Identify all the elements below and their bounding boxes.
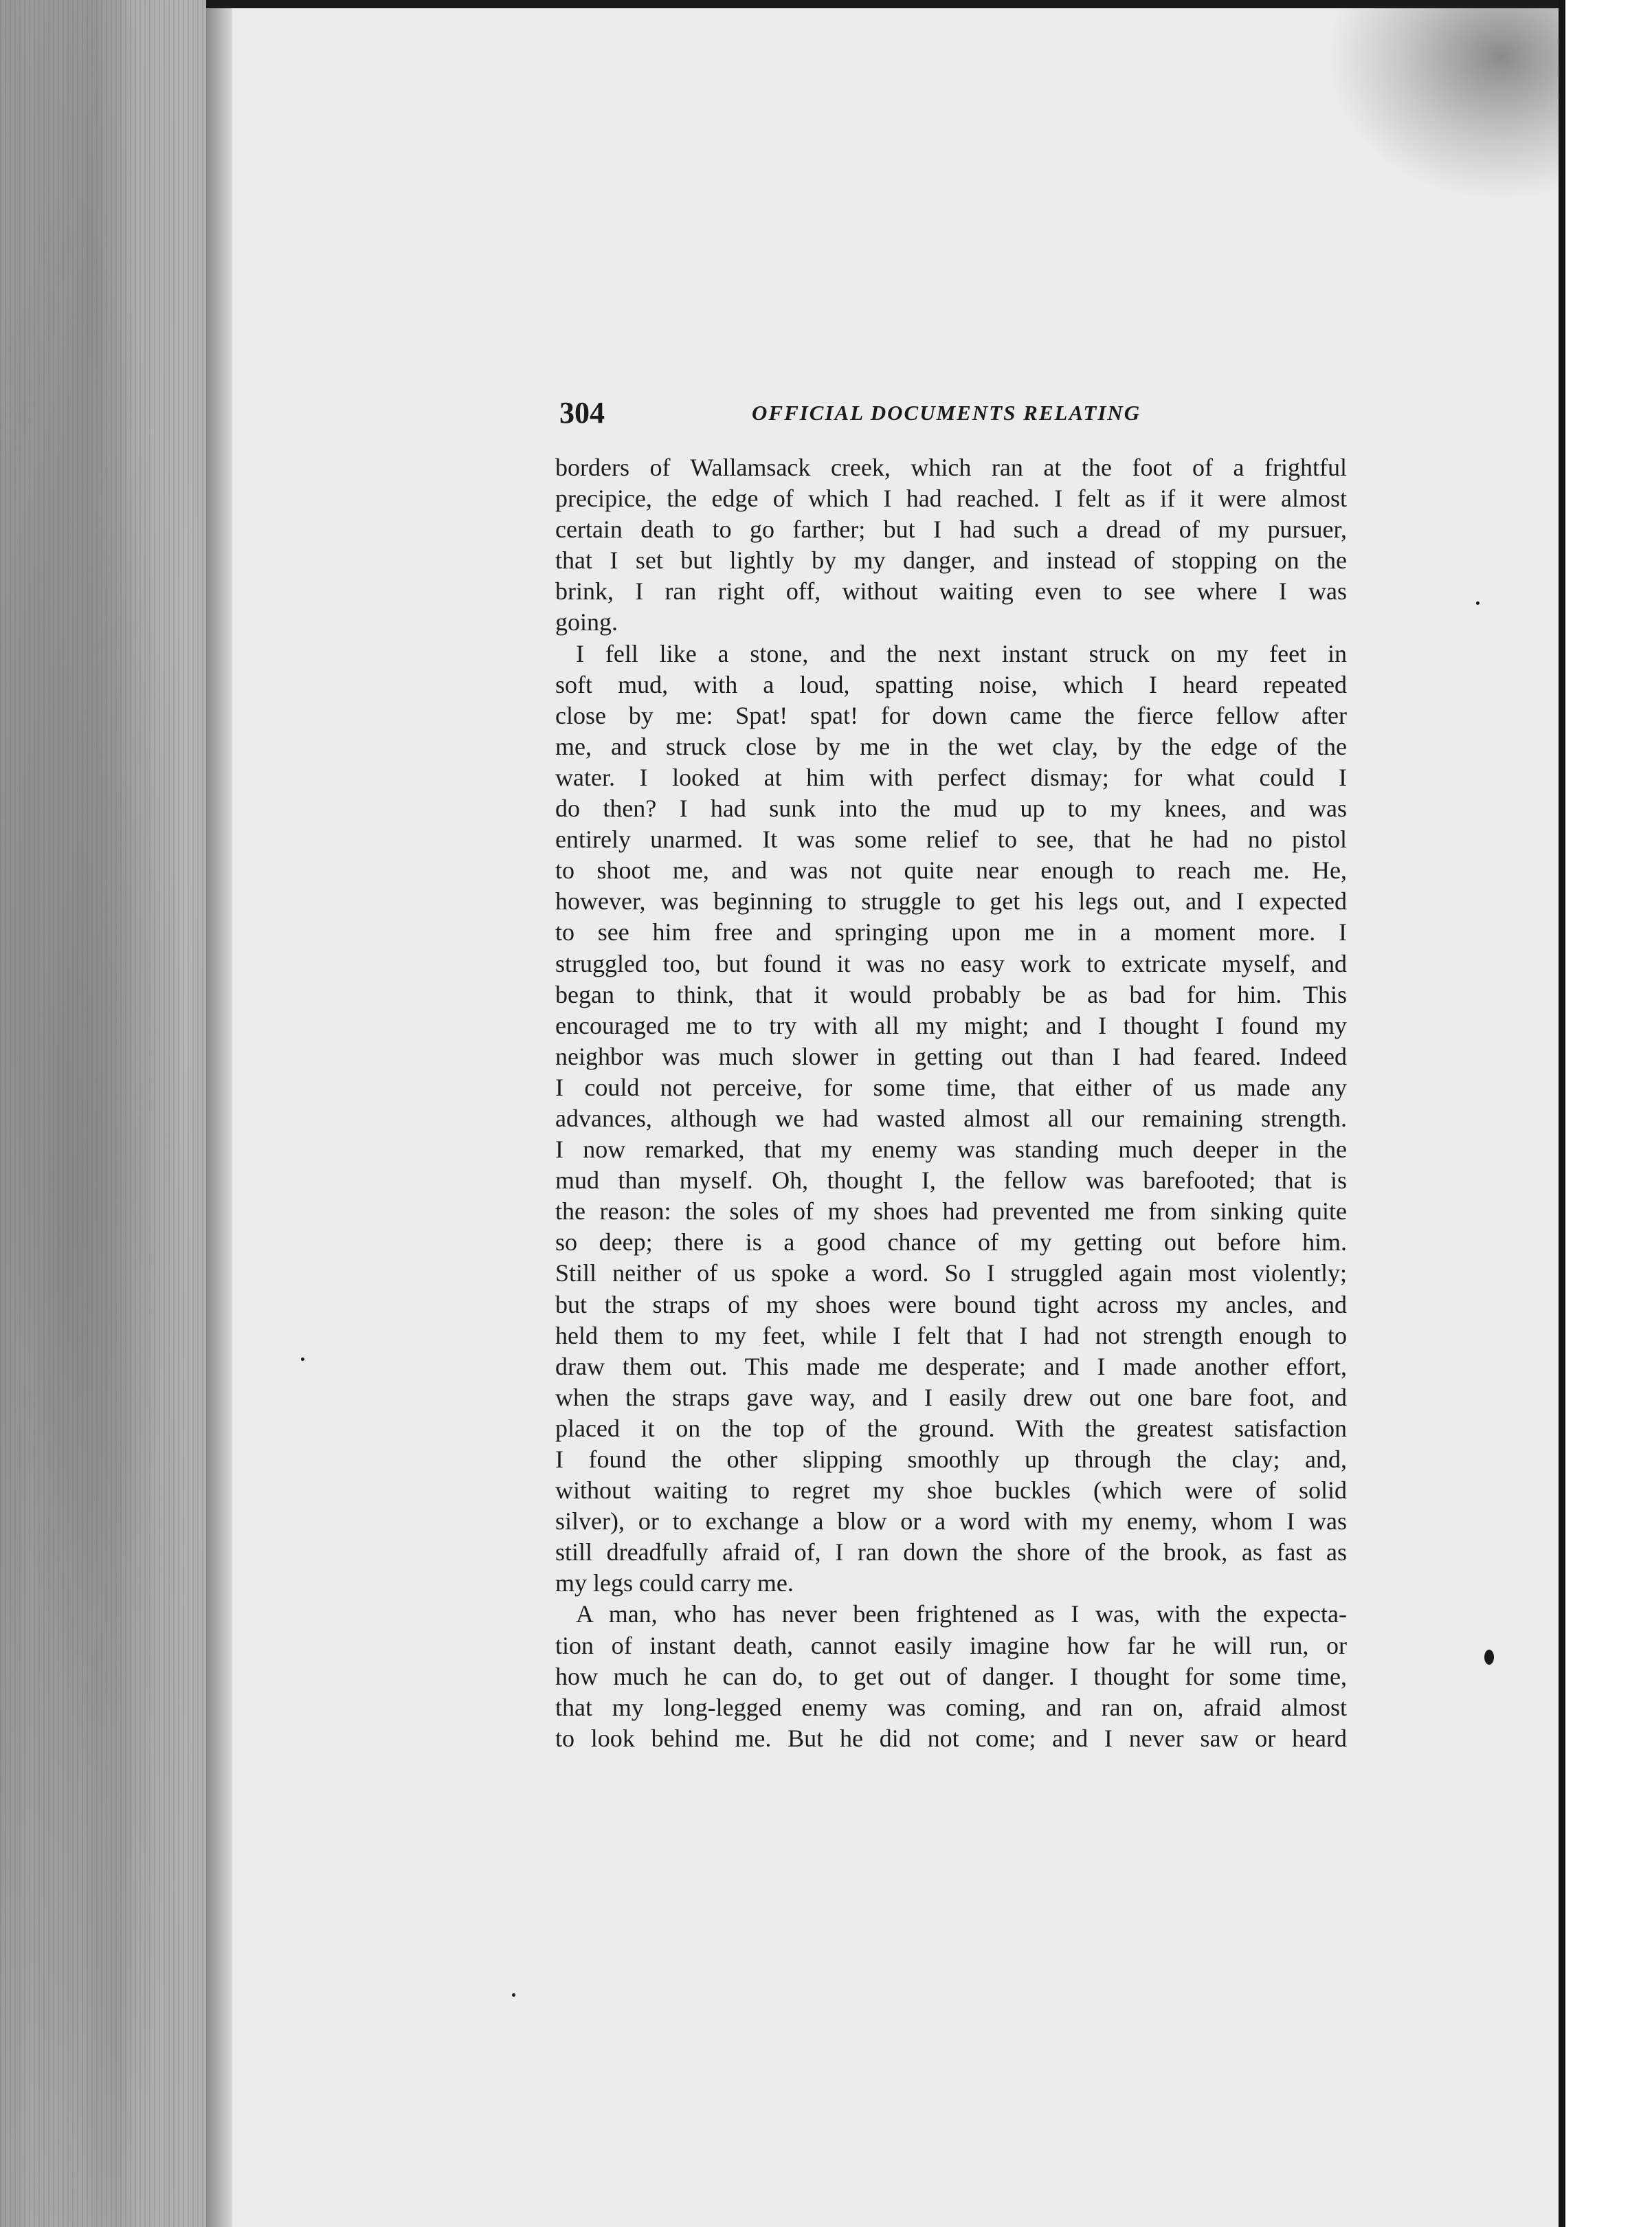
ink-blot	[1484, 1650, 1494, 1665]
text-line: so deep; there is a good chance of my getting out before him.	[555, 1228, 1347, 1256]
text-line: I found the other slipping smoothly up through the clay; and,	[555, 1445, 1347, 1473]
text-line: when the straps gave way, and I easily drew out one bare foot, and	[555, 1383, 1347, 1411]
text-line: the reason: the soles of my shoes had prevented me from sinking quite	[555, 1197, 1347, 1226]
text-line: struggled too, but found it was no easy work to extricate myself, and	[555, 949, 1347, 977]
text-line: held them to my feet, while I felt that I had not strength enough to	[555, 1321, 1347, 1349]
text-line: silver), or to exchange a blow or a word with my enemy, whom I was	[555, 1507, 1347, 1536]
text-line: I could not perceive, for some time, that either of us made any	[555, 1073, 1347, 1101]
text-line: that I set but lightly by my danger, and instead of stopping on the	[555, 546, 1347, 575]
text-line: however, was beginning to struggle to get his legs out, and I expected	[555, 887, 1347, 916]
text-line: that my long-legged enemy was coming, and ran on, afraid almost	[555, 1693, 1347, 1721]
text-line: placed it on the top of the ground. With the greatest satisfaction	[555, 1414, 1347, 1442]
text-line: going.	[555, 608, 618, 636]
text-line: Still neither of us spoke a word. So I struggled again most violently;	[555, 1259, 1347, 1287]
top-scan-border	[206, 0, 1652, 8]
text-line: mud than myself. Oh, thought I, the fellow was barefooted; that is	[555, 1166, 1347, 1195]
text-line: still dreadfully afraid of, I ran down the shore of the brook, as fast as	[555, 1538, 1347, 1566]
book-page-edges	[0, 0, 230, 2227]
right-margin-strip	[1565, 0, 1652, 2227]
text-line: brink, I ran right off, without waiting even to see where I was	[555, 577, 1347, 606]
running-head: OFFICIAL DOCUMENTS RELATING	[752, 401, 1141, 425]
text-line: me, and struck close by me in the wet clay, by the edge of the	[555, 732, 1347, 760]
text-line: close by me: Spat! spat! for down came the fierce fellow after	[555, 701, 1347, 729]
text-line: soft mud, with a loud, spatting noise, which I heard repeated	[555, 670, 1347, 698]
page-number: 304	[559, 396, 605, 430]
speck	[512, 1993, 515, 1997]
body-text	[555, 452, 1347, 1754]
text-line: tion of instant death, cannot easily imagine how far he will run, or	[555, 1631, 1347, 1659]
text-line: I now remarked, that my enemy was standing much deeper in the	[555, 1135, 1347, 1164]
corner-stain	[1326, 8, 1560, 201]
text-line: to see him free and springing upon me in a moment more. I	[555, 918, 1347, 946]
speck	[301, 1358, 304, 1361]
text-line: neighbor was much slower in getting out than I had feared. Indeed	[555, 1042, 1347, 1070]
text-line: entirely unarmed. It was some relief to see, that he had no pistol	[555, 826, 1347, 854]
text-line: A man, who has never been frightened as I was, with the expecta-	[576, 1600, 1347, 1628]
text-line: to look behind me. But he did not come; and I never saw or heard	[555, 1724, 1347, 1752]
text-line: draw them out. This made me desperate; and I made another effort,	[555, 1352, 1347, 1380]
text-line: precipice, the edge of which I had reached. I felt as if it were almost	[555, 485, 1347, 513]
text-line: encouraged me to try with all my might; and I thought I found my	[555, 1011, 1347, 1039]
text-line: to shoot me, and was not quite near enough to reach me. He,	[555, 856, 1347, 885]
text-line: began to think, that it would probably be as bad for him. This	[555, 980, 1347, 1008]
text-line: my legs could carry me.	[555, 1569, 794, 1597]
gutter-shadow	[206, 0, 234, 2227]
text-line: I fell like a stone, and the next instant struck on my feet in	[576, 639, 1347, 667]
text-line: how much he can do, to get out of danger. I thought for some time,	[555, 1662, 1347, 1690]
text-line: certain death to go farther; but I had such a dread of my pursuer,	[555, 516, 1347, 544]
text-line: without waiting to regret my shoe buckles (which were of solid	[555, 1476, 1347, 1505]
page-header	[559, 395, 1347, 434]
text-line: do then? I had sunk into the mud up to my knees, and was	[555, 795, 1347, 823]
text-line: borders of Wallamsack creek, which ran at the foot of a frightful	[555, 454, 1347, 481]
text-line: but the straps of my shoes were bound tight across my ancles, and	[555, 1290, 1347, 1318]
text-line: advances, although we had wasted almost all our remaining strength.	[555, 1104, 1347, 1132]
text-line: water. I looked at him with perfect dismay; for what could I	[555, 763, 1347, 791]
speck	[1476, 601, 1480, 605]
